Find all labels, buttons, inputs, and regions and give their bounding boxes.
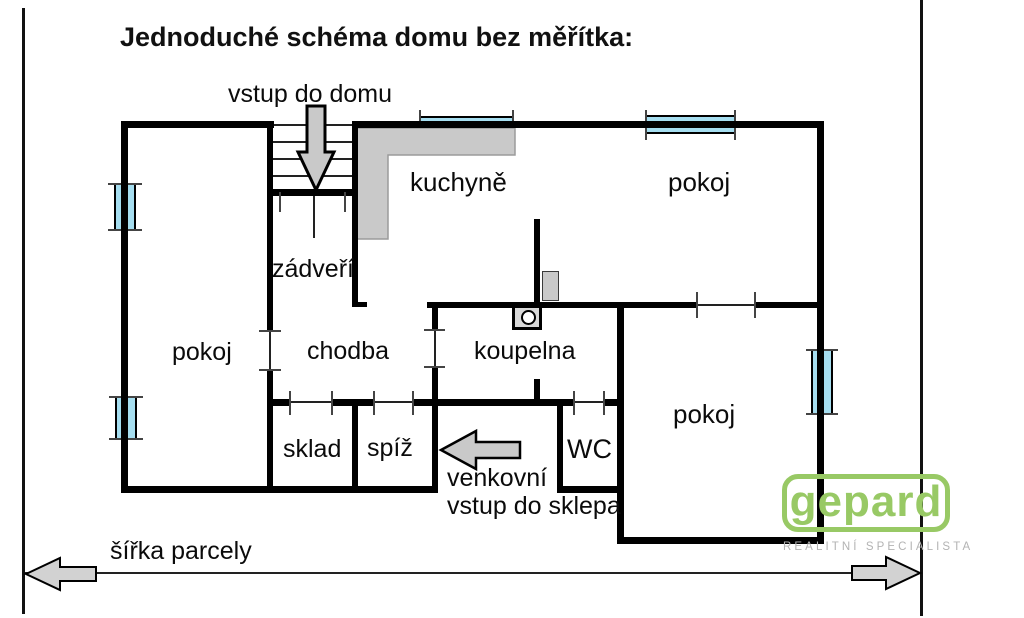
label-storage: sklad <box>283 435 342 463</box>
label-parcel-width: šířka parcely <box>110 537 252 565</box>
label-hallway: chodba <box>307 337 390 365</box>
label-wc: WC <box>567 434 612 464</box>
label-entrance: vstup do domu <box>228 80 392 108</box>
label-room-left: pokoj <box>172 338 232 366</box>
page-title: Jednoduché schéma domu bez měřítka: <box>120 22 634 52</box>
gepard-logo-wordmark: gepard <box>789 477 943 526</box>
label-cellar-line2: vstup do sklepa <box>447 492 621 520</box>
gepard-logo-tagline: REALITNÍ SPECIALISTA <box>783 541 974 553</box>
label-bathroom: koupelna <box>474 337 576 365</box>
label-cellar-line1: venkovní <box>447 464 548 492</box>
label-kitchen: kuchyně <box>410 167 507 197</box>
label-pantry: spíž <box>367 434 413 462</box>
label-room-top-right: pokoj <box>668 167 731 197</box>
label-vestibule: zádveří <box>272 255 354 283</box>
gepard-logo <box>782 474 950 532</box>
label-room-bottom-right: pokoj <box>673 399 736 429</box>
